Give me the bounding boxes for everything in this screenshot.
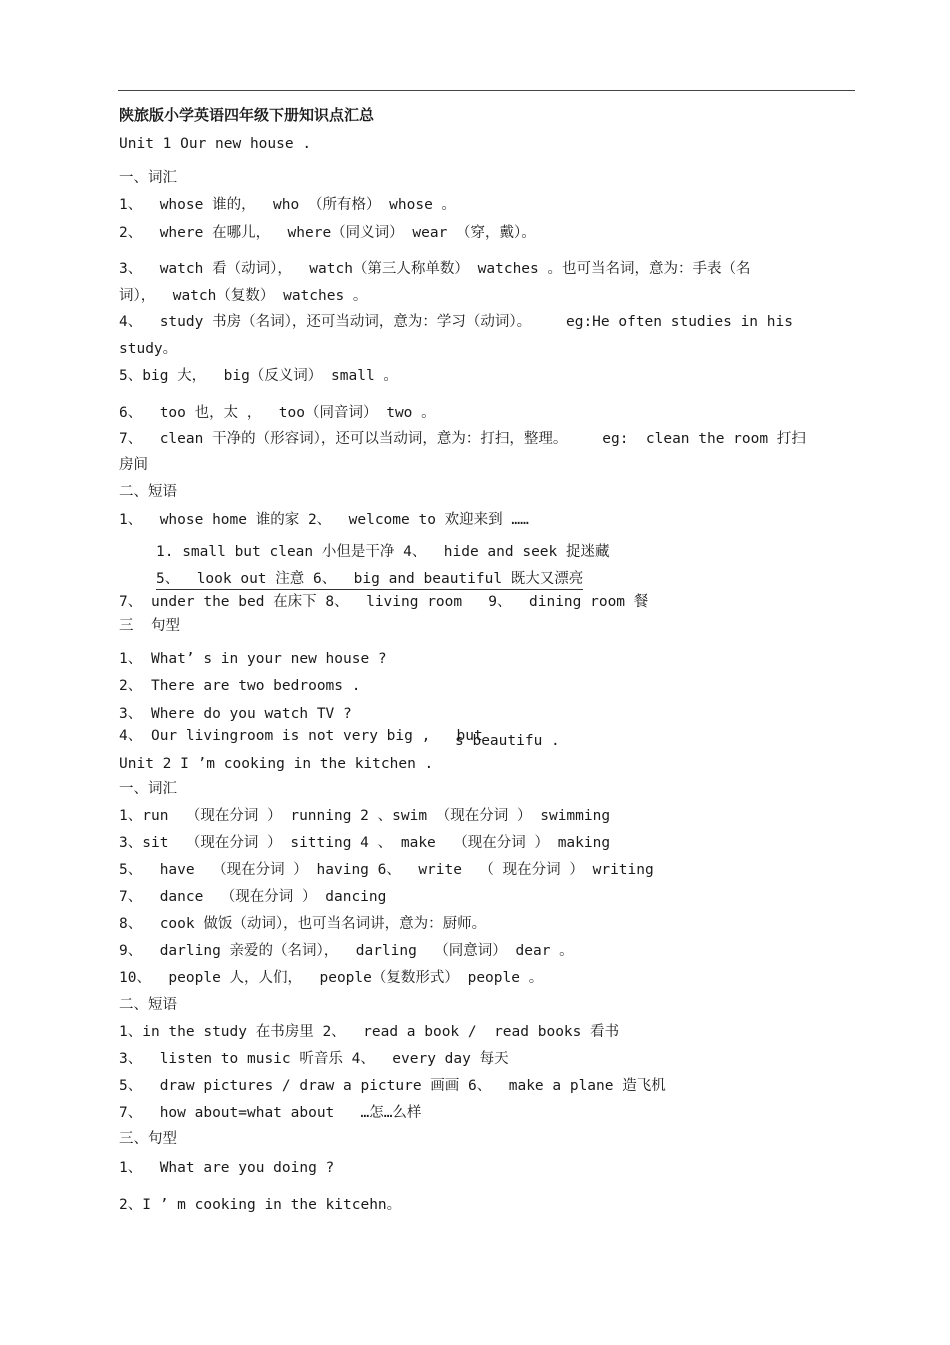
unit2-phrase-heading: 二、短语 [119, 997, 177, 1013]
unit1-phrase-heading: 二、短语 [119, 484, 177, 500]
unit1-vocab-line: 7、 clean 干净的（形容词），还可以当动词，意为：打扫，整理。 eg: clean the room 打扫 [119, 431, 806, 447]
unit2-phrase-line: 3、 listen to music 听音乐 4、 every day 每天 [119, 1051, 509, 1067]
header-rule [118, 90, 855, 91]
unit1-heading: Unit 1 Our new house . [119, 136, 312, 152]
unit1-phrase-line: 7、 under the bed 在床下 8、 living room 9、 dining room 餐 [119, 594, 649, 610]
unit1-vocab-line: 3、 watch 看（动词）， watch（第三人称单数） watches 。也可当名词，意为：手表（名 [119, 261, 751, 277]
unit2-vocab-line: 5、 have （现在分词 ） having 6、 write （ 现在分词 ） writing [119, 862, 654, 878]
unit2-phrase-line: 5、 draw pictures / draw a picture 画画 6、 make a plane 造飞机 [119, 1078, 666, 1094]
unit2-sentence-heading: 三、句型 [119, 1131, 177, 1147]
unit1-sentence-heading: 三 句型 [119, 618, 180, 634]
unit1-vocab-line: 4、 study 书房（名词），还可当动词，意为：学习（动词）。 eg:He often studies in his [119, 314, 793, 330]
unit1-phrase-line: 5、 look out 注意 6、 big and beautiful 既大又漂亮 [156, 570, 583, 590]
unit2-phrase-line: 7、 how about=what about …怎…么样 [119, 1105, 422, 1121]
unit2-vocab-line: 1、run （现在分词 ） running 2 、swim （现在分词 ） swimming [119, 808, 611, 824]
unit1-vocab-heading: 一、词汇 [119, 170, 177, 186]
unit1-vocab-line: 6、 too 也，太 ， too（同音词） two 。 [119, 405, 436, 421]
unit1-vocab-line: 5、big 大， big（反义词） small 。 [119, 368, 398, 384]
unit2-vocab-line: 9、 darling 亲爱的（名词）， darling （同意词） dear 。 [119, 943, 574, 959]
unit1-phrase-line: 1、 whose home 谁的家 2、 welcome to 欢迎来到 …… [119, 512, 529, 528]
document-title: 陕旅版小学英语四年级下册知识点汇总 [119, 106, 375, 124]
unit1-vocab-line: 2、 where 在哪儿， where（同义词） wear （穿，戴）。 [119, 225, 536, 241]
unit2-vocab-heading: 一、词汇 [119, 781, 177, 797]
unit2-vocab-line: 10、 people 人，人们， people（复数形式） people 。 [119, 970, 544, 986]
unit1-sentence-line: 2、 There are two bedrooms . [119, 678, 361, 694]
unit2-sentence-line: 1、 What are you doing ? [119, 1160, 335, 1176]
unit1-sentence-line: 4、 Our livingroom is not very big , but [119, 728, 483, 744]
unit1-sentence-line: 3、 Where do you watch TV ? [119, 706, 352, 722]
unit1-vocab-line: study。 [119, 341, 178, 357]
unit2-sentence-line: 2、I ’ m cooking in the kitcehn。 [119, 1197, 402, 1213]
unit2-vocab-line: 7、 dance （现在分词 ） dancing [119, 889, 387, 905]
unit1-sentence-line: 1、 What’ s in your new house ? [119, 651, 387, 667]
unit1-phrase-line: 1. small but clean 小但是干净 4、 hide and seek 捉迷藏 [156, 544, 610, 560]
unit1-vocab-line: 房间 [119, 457, 148, 473]
unit1-vocab-line: 词）， watch（复数） watches 。 [119, 288, 368, 304]
unit1-vocab-line: 1、 whose 谁的， who （所有格） whose 。 [119, 197, 457, 213]
unit1-sentence-fragment: s beautifu . [455, 733, 560, 749]
unit2-vocab-line: 3、sit （现在分词 ） sitting 4 、 make （现在分词 ） making [119, 835, 611, 851]
unit2-heading: Unit 2 I ’m cooking in the kitchen . [119, 756, 434, 772]
unit2-vocab-line: 8、 cook 做饭（动词），也可当名词讲，意为：厨师。 [119, 916, 487, 932]
unit2-phrase-line: 1、in the study 在书房里 2、 read a book / read books 看书 [119, 1024, 620, 1040]
